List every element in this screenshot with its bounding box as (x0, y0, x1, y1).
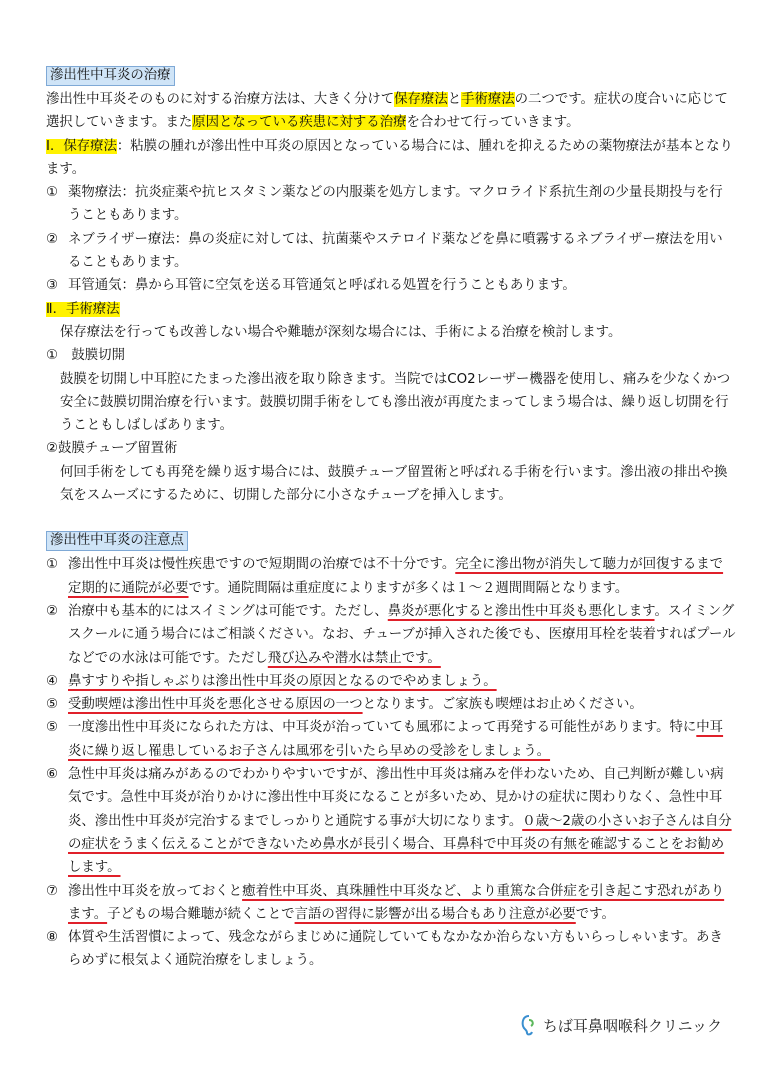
list-item (46, 880, 736, 927)
clinic-logo (519, 1014, 722, 1036)
text: ：粘膜の腫れが滲出性中耳炎の原因となっている場合には、腫れを抑えるための薬物療法が基本となります。 (46, 138, 733, 177)
heading-conservative: Ⅰ．保存療法 (46, 138, 117, 154)
list-item (46, 716, 736, 763)
underlined-text: 中耳炎に繰り返し罹患しているお子さんは風邪を引いたら早めの受診をしましょう。 (68, 720, 724, 759)
clinic-name: ちば耳鼻咽喉科クリニック (542, 1016, 722, 1035)
text: と (447, 92, 462, 107)
subheading-tube: ②鼓膜チューブ留置術 (46, 441, 178, 457)
item-number: ② (46, 231, 59, 247)
intro-paragraph (46, 88, 736, 135)
underlined-text: 受動喫煙は滲出性中耳炎を悪化させる原因の一つ (68, 697, 363, 713)
conservative-paragraph (46, 135, 736, 182)
text: 。スイミングスクールに通う場合にはご相談ください。なお、チューブが挿入された後でも、医療用耳栓を装着すればプールなどでの水泳は可能です。ただし (68, 603, 736, 666)
list-item (46, 926, 736, 973)
underlined-text: ０歳～2歳の小さいお子さんは自分の症状をうまく伝えることができないため鼻水が長引く場合、耳鼻科で中耳炎の有無を確認することをお勧めします。 (68, 813, 732, 876)
item-number: ④ (46, 673, 59, 689)
text: の二つです。症状の度合い (514, 92, 675, 107)
text: を合わせて行っていきます。 (406, 115, 580, 131)
item-text: ネブライザー療法：鼻の炎症に対しては、抗菌薬やステロイド薬などを鼻に噴霧するネブライザー療法を用いることもあります。 (68, 231, 723, 271)
section-title-cautions: 滲出性中耳炎の注意点 (46, 531, 188, 551)
ear-logo-icon (519, 1014, 539, 1036)
list-item (46, 228, 736, 275)
item-number: ① (46, 557, 59, 573)
text: です。 (575, 906, 615, 922)
item-number: ⑤ (46, 720, 59, 736)
underlined-text: 鼻すすりや指しゃぶりは滲出性中耳炎の原因となるのでやめましょう。 (68, 673, 497, 689)
underlined-text: 言語の習得に影響が出る場合もあり注意が必要 (294, 906, 576, 922)
myringotomy-text: 鼓膜を切開し中耳腔にたまった滲出液を取り除きます。当院ではCO2レーザー機器を使用し、痛みを少なくかつ安全に鼓膜切開治療を行います。鼓膜切開手術をしても滲出液が再度たまってしまう場合は、繰り返し切開を行うこともしばしばあります。 (60, 371, 731, 434)
text: 滲出性中耳炎そのものに対する治療方法は、大きく分けて (46, 92, 395, 107)
list-item (46, 600, 736, 670)
text: 急性中耳炎は痛みがあるのでわかりやすいですが、滲出性中耳炎は痛みを伴わないため、自己判断が難しい病気です。急性中耳炎が治りかけに滲出性中耳炎になることが多いため、見かけの症状に関わりなく、急性中耳炎、滲出性中耳炎が完治するまでしっかりと通院する事が大切になります。 (68, 767, 724, 829)
highlight: 手術療法 (461, 92, 515, 107)
item-number: ⑦ (46, 883, 59, 899)
text: です。通院間隔は重症度によりますが多くは１～２週間間隔となります。 (188, 580, 629, 596)
text: 滲出性中耳炎を放っておくと (68, 883, 243, 899)
item-text: 薬物療法：抗炎症薬や抗ヒスタミン薬などの内服薬を処方します。マクロライド系抗生剤の少量長期投与を行うこともあります。 (68, 185, 723, 224)
list-item (46, 553, 736, 600)
subheading-myringotomy: ① 鼓膜切開 (46, 348, 125, 364)
text: 治療中も基本的にはスイミングは可能です。ただし、 (68, 603, 388, 619)
text: に応じて選択していきます。また (46, 92, 728, 131)
item-number: ⑧ (46, 930, 59, 946)
text: 子どもの場合難聴が続くことで (107, 906, 295, 922)
item-number: ① (46, 185, 59, 201)
tube-text: 何回手術をしても再発を繰り返す場合には、鼓膜チューブ留置術と呼ばれる手術を行います。滲出液の排出や換気をスムーズにするために、切開した部分に小さなチューブを挿入します。 (60, 464, 728, 504)
highlight: 原因となっている疾患に対する治療 (192, 115, 407, 131)
section-title-treatment: 滲出性中耳炎の治療 (46, 66, 175, 86)
list-item (46, 670, 736, 693)
highlight: 保存療法 (394, 92, 448, 107)
document-body (46, 64, 736, 973)
underlined-text: 完全に滲出物が消失して聴力が回復するまで定期的に通院が必要 (68, 557, 724, 596)
underlined-text: 飛び込みや潜水は禁止です。 (267, 650, 441, 666)
list-item (46, 274, 736, 297)
item-number: ⑥ (46, 767, 59, 783)
item-number: ⑤ (46, 697, 59, 713)
surgical-intro: 保存療法を行っても改善しない場合や難聴が深刻な場合には、手術による治療を検討します。 (60, 324, 622, 340)
list-item (46, 763, 736, 879)
text: 滲出性中耳炎は慢性疾患ですので短期間の治療では不十分です。 (68, 557, 456, 573)
item-number: ② (46, 603, 59, 619)
item-text: 体質や生活習慣によって、残念ながらまじめに通院していてもなかなか治らない方もいらっしゃいます。あきらめずに根気よく通院治療をしましょう。 (68, 930, 723, 969)
underlined-text: 鼻炎が悪化すると滲出性中耳炎も悪化します (387, 603, 655, 619)
list-item (46, 693, 736, 716)
text: となります。ご家族も喫煙はお止めください。 (362, 697, 643, 713)
item-number: ③ (46, 278, 59, 294)
underlined-text: 癒着性中耳炎、真珠腫性中耳炎など、より重篤な合併症を引き起こす恐れがあります。 (68, 883, 725, 922)
list-item (46, 181, 736, 228)
heading-surgical: Ⅱ．手術療法 (46, 301, 120, 317)
text: 一度滲出性中耳炎になられた方は、中耳炎が治っていても風邪によって再発する可能性があります。特に (68, 720, 697, 736)
item-text: 耳管通気：鼻から耳管に空気を送る耳管通気と呼ばれる処置を行うこともあります。 (68, 278, 576, 294)
